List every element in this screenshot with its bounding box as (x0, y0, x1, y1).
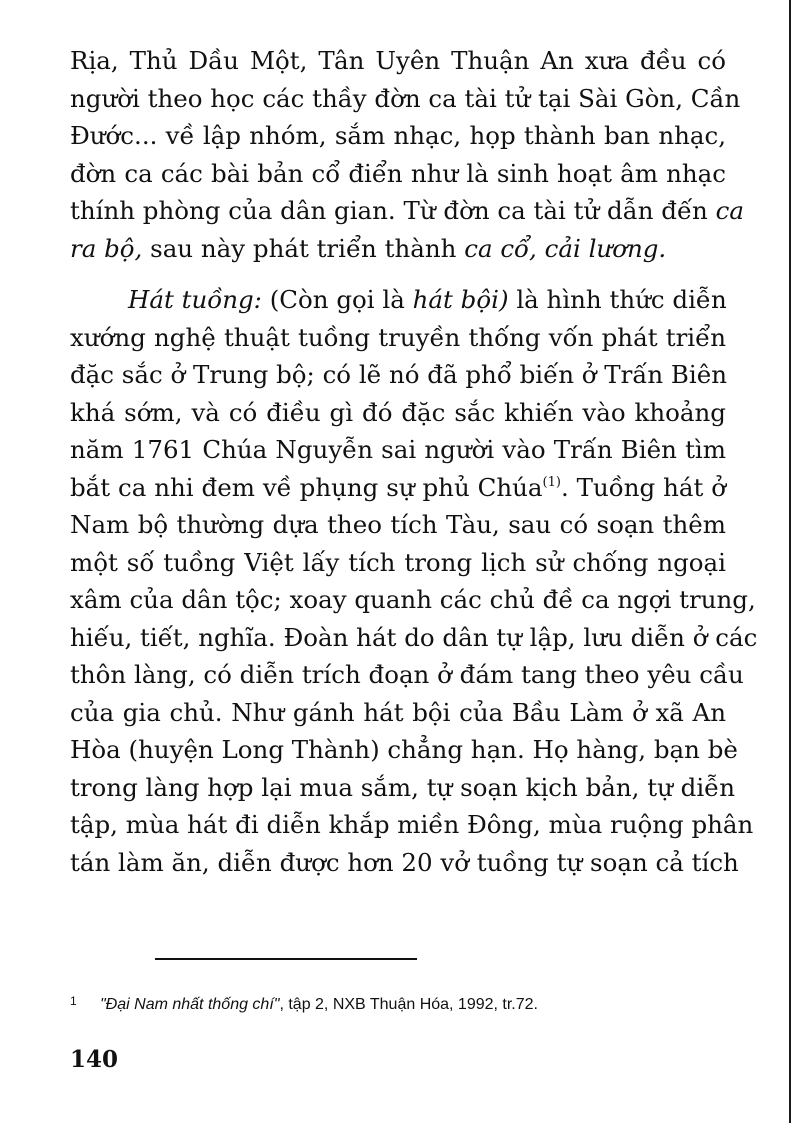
text-line: trong làng hợp lại mua sắm, tự soạn kịch bản, tự diễn (70, 772, 736, 802)
footnote-reference: (1) (542, 474, 561, 490)
text-line: đờn ca các bài bản cổ điển như là sinh hoạt âm nhạc (70, 158, 726, 188)
text-segment: bắt ca nhi đem về phụng sự phủ Chúa (70, 472, 543, 502)
italic-term: ca cổ, cải lương. (464, 233, 667, 263)
paragraph-2 (70, 281, 758, 881)
text-line: Rịa, Thủ Dầu Một, Tân Uyên Thuận An xưa đều có (70, 46, 726, 75)
footnote-title: "Đại Nam nhất thống chí" (100, 996, 280, 1013)
text-segment: là hình thức diễn (516, 285, 727, 314)
text-line (70, 469, 726, 507)
text-segment: (Còn gọi là (269, 285, 405, 314)
text-segment: sau này phát triển thành (150, 233, 457, 263)
text-line: hiếu, tiết, nghĩa. Đoàn hát do dân tự lập, lưu diễn ở các (70, 622, 758, 652)
italic-term: hát bội) (412, 285, 509, 314)
text-line: xướng nghệ thuật tuồng truyền thống vốn phát triển (70, 322, 726, 352)
body-text (70, 42, 758, 881)
text-line (70, 230, 726, 268)
text-line (70, 281, 726, 319)
text-line: thôn làng, có diễn trích đoạn ở đám tang theo yêu cầu (70, 660, 744, 689)
text-line (70, 192, 744, 230)
text-segment: . Tuồng hát ở (560, 472, 726, 502)
text-segment: thính phòng của dân gian. Từ đờn ca tài tử dẫn đến (70, 196, 708, 225)
text-line: người theo học các thầy đờn ca tài tử tại Sài Gòn, Cần (70, 83, 741, 113)
italic-term: ca (715, 196, 744, 225)
footnote-marker: 1 (70, 994, 77, 1008)
paragraph-1 (70, 42, 744, 267)
text-line: đặc sắc ở Trung bộ; có lẽ nó đã phổ biến ở Trấn Biên (70, 360, 728, 389)
footnote-text: , tập 2, NXB Thuận Hóa, 1992, tr.72. (279, 996, 538, 1013)
italic-term: ra bộ, (70, 233, 143, 263)
text-line: tập, mùa hát đi diễn khắp miền Đông, mùa ruộng phân (70, 810, 754, 839)
italic-term: Hát tuồng: (128, 285, 262, 314)
text-line: tán làm ăn, diễn được hơn 20 vở tuồng tự soạn cả tích (70, 847, 739, 877)
text-line: năm 1761 Chúa Nguyễn sai người vào Trấn Biên tìm (70, 435, 726, 464)
text-line: khá sớm, và có điều gì đó đặc sắc khiến vào khoảng (70, 397, 726, 427)
page-number: 140 (70, 1046, 119, 1073)
footnote (70, 990, 538, 1016)
text-line: xâm của dân tộc; xoay quanh các chủ đề ca ngợi trung, (70, 585, 756, 614)
page-edge-line (789, 0, 791, 1123)
text-line: của gia chủ. Như gánh hát bội của Bầu Làm ở xã An (70, 697, 726, 727)
text-line: Hòa (huyện Long Thành) chẳng hạn. Họ hàng, bạn bè (70, 735, 738, 764)
text-line: Nam bộ thường dựa theo tích Tàu, sau có soạn thêm (70, 510, 726, 539)
text-line: một số tuồng Việt lấy tích trong lịch sử chống ngoại (70, 547, 726, 577)
footnote-divider (155, 958, 417, 960)
text-line: Đước... về lập nhóm, sắm nhạc, họp thành ban nhạc, (70, 121, 726, 150)
